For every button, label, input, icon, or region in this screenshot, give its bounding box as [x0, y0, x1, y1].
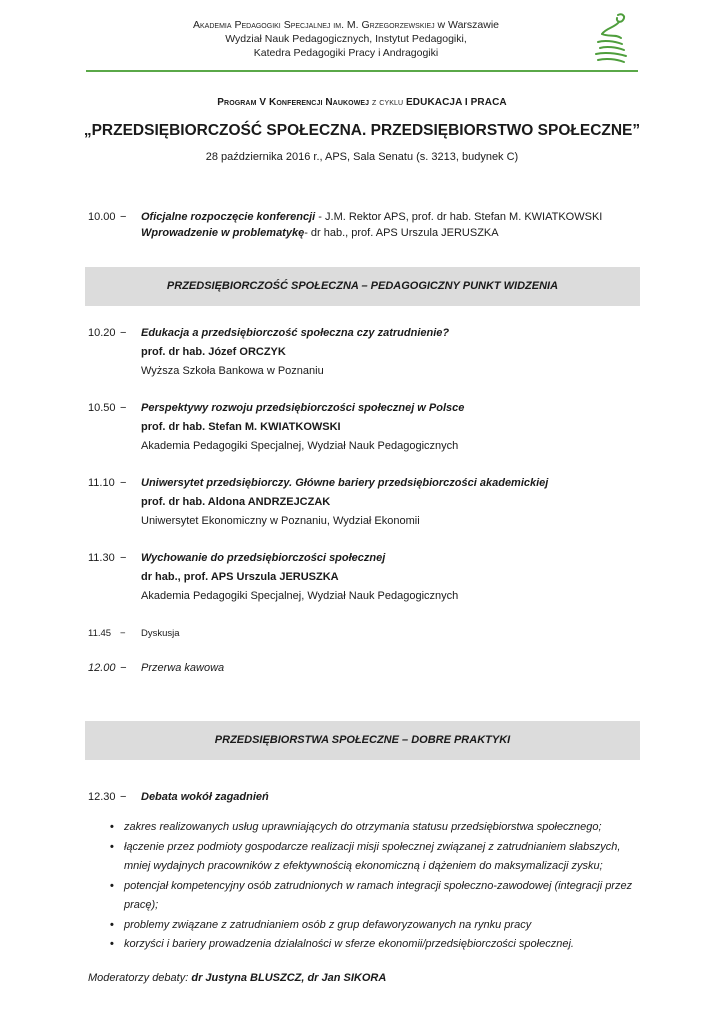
- institution-line-3: Katedra Pedagogiki Pracy i Andragogiki: [253, 47, 439, 59]
- letterhead: [86, 14, 638, 72]
- agenda-time: 11.45: [88, 628, 112, 639]
- talk-affiliation: Uniwersytet Ekonomiczny w Poznaniu, Wydział Ekonomii: [141, 515, 420, 527]
- conference-title: „PRZEDSIĘBIORCZOŚĆ SPOŁECZNA. PRZEDSIĘBIORSTWO SPOŁECZNE”: [83, 122, 641, 139]
- agenda-time: 10.50: [88, 402, 116, 414]
- talk-title: Wychowanie do przedsiębiorczości społecznej: [141, 552, 386, 564]
- talk-speaker: prof. dr hab. Józef ORCZYK: [141, 346, 286, 358]
- talk-title: Uniwersytet przedsiębiorczy. Główne bariery przedsiębiorczości akademickiej: [141, 477, 549, 489]
- agenda-time: 11.30: [88, 552, 115, 564]
- list-item: • łączenie przez podmioty gospodarcze realizacji misji społecznej związanej z zatrudnianiem słabszych, mniej wydajnych pracowników z efektywnością ekonomiczną i dążeniem do maksymalizacji zysku;: [110, 838, 640, 877]
- talk-affiliation: Akademia Pedagogiki Specjalnej, Wydział Nauk Pedagogicznych: [141, 440, 459, 452]
- talk-title: Edukacja a przedsiębiorczość społeczna czy zatrudnienie?: [141, 327, 450, 339]
- discussion-label: Dyskusja: [141, 628, 180, 639]
- talk-title: Perspektywy rozwoju przedsiębiorczości społecznej w Polsce: [141, 402, 465, 414]
- debate-title: Debata wokół zagadnień: [141, 791, 269, 803]
- list-item: • zakres realizowanych usług uprawniających do otrzymania statusu przedsiębiorstwa społecznego;: [110, 818, 640, 838]
- program-line: Program V Konferencji Naukowej z cyklu EDUKACJA I PRACA: [217, 97, 507, 108]
- list-item: • potencjał kompetencyjny osób zatrudnionych w ramach integracji społeczno-zawodowej (integracji przez pracę);: [110, 877, 640, 916]
- institution-line-1: Akademia Pedagogiki Specjalnej im. M. Grzegorzewskiej w Warszawie: [193, 19, 499, 31]
- debate-topics-list: [110, 818, 640, 955]
- agenda-time: 10.20: [88, 327, 116, 339]
- conference-date-venue: 28 października 2016 r., APS, Sala Senatu (s. 3213, budynek C): [205, 151, 519, 163]
- break-label: Przerwa kawowa: [141, 662, 225, 674]
- agenda-time: 12.00: [88, 662, 116, 674]
- talk-affiliation: Akademia Pedagogiki Specjalnej, Wydział Nauk Pedagogicznych: [141, 590, 459, 602]
- talk-speaker: dr hab., prof. APS Urszula JERUSZKA: [141, 571, 339, 583]
- list-item: • korzyści i bariery prowadzenia działalności w sferze ekonomii/przedsiębiorczości społecznej.: [110, 935, 640, 955]
- list-item: • problemy związane z zatrudnianiem osób z grup defaworyzowanych na rynku pracy: [110, 916, 640, 936]
- agenda-time: 11.10: [88, 477, 115, 489]
- section-header-1: PRZEDSIĘBIORCZOŚĆ SPOŁECZNA – PEDAGOGICZNY PUNKT WIDZENIA: [85, 267, 640, 306]
- institution-name: [86, 18, 606, 60]
- debate-moderators: Moderatorzy debaty: dr Justyna BLUSZCZ, dr Jan SIKORA: [88, 972, 387, 984]
- institution-line-2: Wydział Nauk Pedagogicznych, Instytut Pedagogiki,: [225, 33, 467, 45]
- agenda-time: 10.00: [88, 211, 116, 223]
- talk-affiliation: Wyższa Szkoła Bankowa w Poznaniu: [141, 365, 324, 377]
- talk-speaker: prof. dr hab. Aldona ANDRZEJCZAK: [141, 496, 331, 508]
- talk-speaker: prof. dr hab. Stefan M. KWIATKOWSKI: [141, 421, 341, 433]
- agenda-time: 12.30: [88, 791, 116, 803]
- section-header-2: PRZEDSIĘBIORSTWA SPOŁECZNE – DOBRE PRAKTYKI: [85, 721, 640, 760]
- aps-logo-icon: [588, 10, 632, 66]
